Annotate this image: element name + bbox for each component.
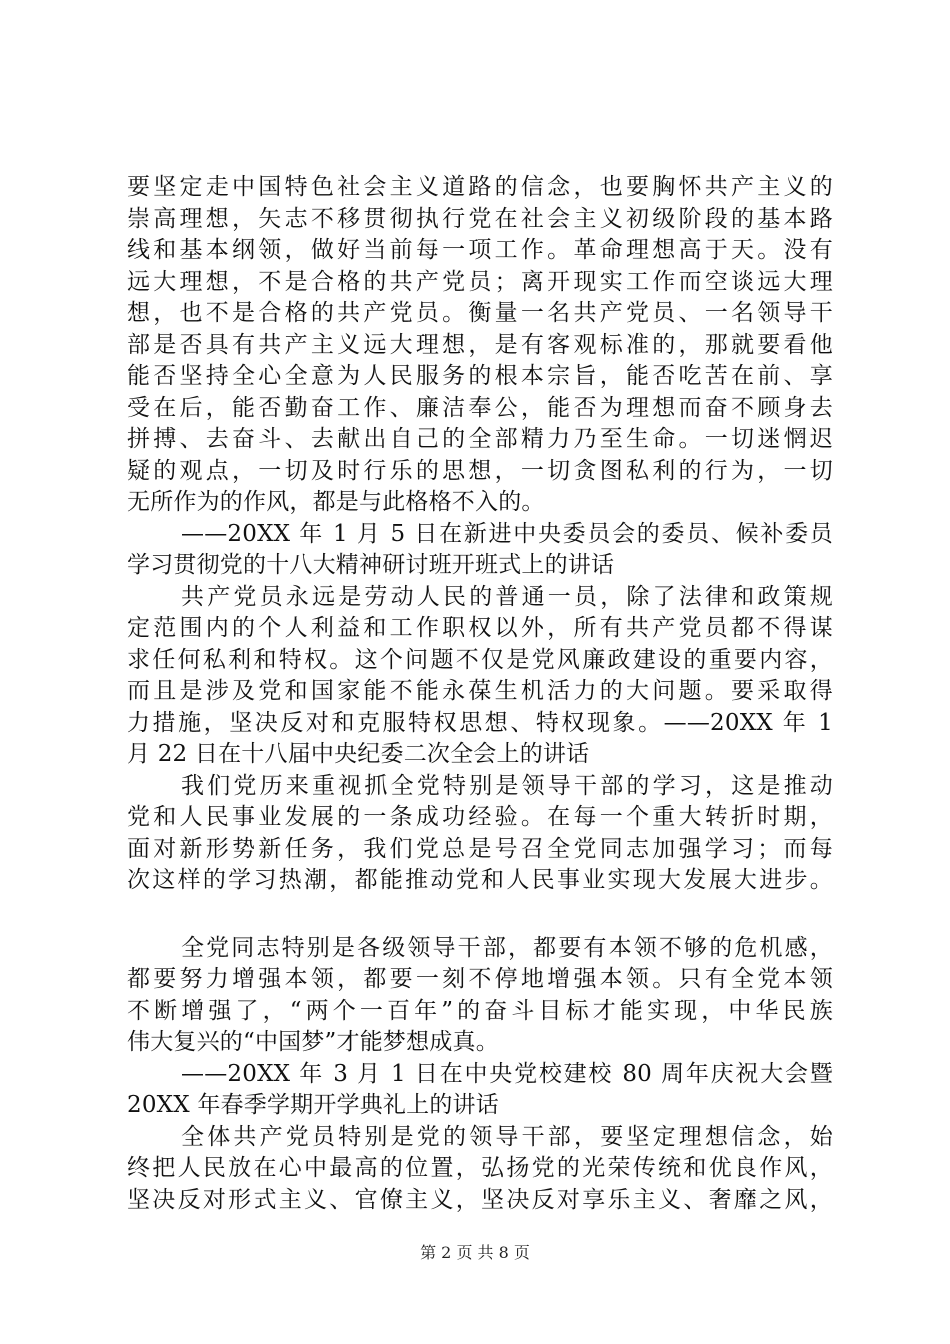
text-line: 崇高理想，矢志不移贯彻执行党在社会主义初级阶段的基本路 [127, 205, 833, 232]
text-line: 部是否具有共产主义远大理想，是有客观标准的，那就要看他 [127, 331, 833, 358]
blank-line [127, 897, 833, 933]
text-line: 要坚定走中国特色社会主义道路的信念，也要胸怀共产主义的 [127, 174, 833, 200]
text-line: ——20XX 年 1 月 5 日在新进中央委员会的委员、候补委员 [181, 520, 833, 547]
text-line: 学习贯彻党的十八大精神研讨班开班式上的讲话 [127, 552, 615, 578]
text-line: 伟大复兴的“中国梦”才能梦想成真。 [127, 1029, 499, 1055]
text-line: 我们党历来重视抓全党特别是领导干部的学习，这是推动 [181, 772, 833, 799]
text-line: ——20XX 年 3 月 1 日在中央党校建校 80 周年庆祝大会暨 [181, 1060, 833, 1087]
text-line: 次这样的学习热潮，都能推动党和人民事业实现大发展大进步。 [127, 867, 833, 893]
text-line: 力措施，坚决反对和克服特权思想、特权现象。——20XX 年 1 [127, 709, 833, 736]
text-line: 而且是涉及党和国家能不能永葆生机活力的大问题。要采取得 [127, 678, 833, 704]
text-line: 坚决反对形式主义、官僚主义，坚决反对享乐主义、奢靡之风， [127, 1186, 833, 1213]
text-line: 远大理想，不是合格的共产党员；离开现实工作而空谈远大理 [127, 268, 833, 295]
text-line: 共产党员永远是劳动人民的普通一员，除了法律和政策规 [181, 583, 833, 610]
text-line: 定范围内的个人利益和工作职权以外，所有共产党员都不得谋 [127, 615, 833, 641]
text-line: 都要努力增强本领，都要一刻不停地增强本领。只有全党本领 [127, 966, 833, 992]
text-line: 20XX 年春季学期开学典礼上的讲话 [127, 1092, 499, 1118]
text-line: 线和基本纲领，做好当前每一项工作。革命理想高于天。没有 [127, 237, 833, 263]
text-line: 面对新形势新任务，我们党总是号召全党同志加强学习；而每 [127, 835, 833, 862]
text-line: 求任何私利和特权。这个问题不仅是党风廉政建设的重要内容， [127, 646, 833, 673]
text-line: 全党同志特别是各级领导干部，都要有本领不够的危机感， [181, 934, 833, 961]
text-line: 疑的观点，一切及时行乐的思想，一切贪图私利的行为，一切 [127, 457, 833, 484]
page-number-footer: 第 2 页 共 8 页 [420, 1243, 530, 1262]
text-line: 无所作为的作风，都是与此格格不入的。 [127, 489, 545, 515]
text-line: 不断增强了，“两个一百年”的奋斗目标才能实现，中华民族 [127, 997, 833, 1024]
text-line: 受在后，能否勤奋工作、廉洁奉公，能否为理想而奋不顾身去 [127, 394, 833, 421]
text-line: 想，也不是合格的共产党员。衡量一名共产党员、一名领导干 [127, 300, 833, 326]
text-line: 能否坚持全心全意为人民服务的根本宗旨，能否吃苦在前、享 [127, 363, 833, 389]
document-body [127, 172, 833, 1216]
text-line: 终把人民放在心中最高的位置，弘扬党的光荣传统和优良作风， [127, 1155, 833, 1181]
text-line: 拼搏、去奋斗、去献出自己的全部精力乃至生命。一切迷惘迟 [127, 426, 833, 452]
text-line: 党和人民事业发展的一条成功经验。在每一个重大转折时期， [127, 804, 833, 830]
text-line: 全体共产党员特别是党的领导干部，要坚定理想信念，始 [181, 1123, 833, 1150]
text-line: 月 22 日在十八届中央纪委二次全会上的讲话 [127, 741, 590, 767]
